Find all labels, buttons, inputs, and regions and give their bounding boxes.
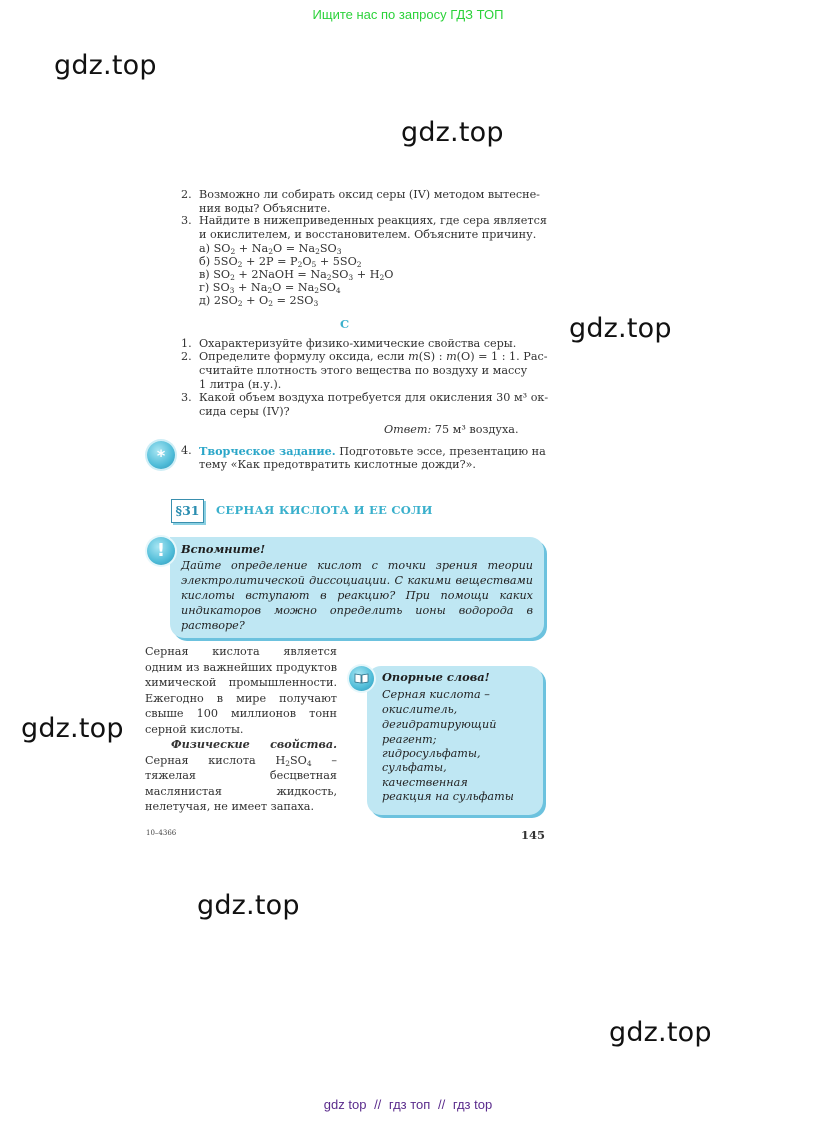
keyword-item: сульфаты, xyxy=(382,761,447,774)
body-text: Серная кислота является одним из важнейших продуктов химической промышленности. Ежегодно в мире получают свыше 100 миллионов тонн серной кислоты. Физические свойства. Серная кислота $H_2SO_4$ – тяжелая бесцветная маслянистая жидкость, нелетучая, не имеет запаха. xyxy=(145,645,337,813)
bottom-links xyxy=(0,1097,816,1112)
reaction-label: г) xyxy=(199,281,210,294)
top-search-link[interactable]: Ищите нас по запросу ГДЗ ТОП xyxy=(312,7,504,22)
star-icon: * xyxy=(147,441,175,469)
body-intro: Серная кислота является одним из важнейших продуктов химической промышленности. Ежегодно в мире получают свыше 100 миллионов тонн серной кислоты. xyxy=(145,645,337,736)
question-text: Охарактеризуйте физико-химические свойства серы. xyxy=(199,337,517,350)
keyword-item: качественная xyxy=(382,776,468,789)
question-text: Найдите в нижеприведенных реакциях, где сера является xyxy=(199,214,547,227)
watermark: gdz.top xyxy=(609,1017,712,1048)
question-text: сида серы (IV)? xyxy=(199,405,290,418)
watermark: gdz.top xyxy=(54,50,157,81)
answer-line xyxy=(384,423,519,436)
question-number: 3. xyxy=(181,214,192,227)
exclamation-icon: ! xyxy=(147,537,175,565)
link-separator: // xyxy=(437,1097,446,1112)
keyword-item: гидросульфаты, xyxy=(382,747,481,760)
question-text-part: (O) = 1 : 1. Рас- xyxy=(456,350,548,363)
question-number: 3. xyxy=(181,391,192,404)
watermark: gdz.top xyxy=(569,313,672,344)
reaction-label: а) xyxy=(199,242,211,255)
reaction-line: д) $2SO_2 + O_2 = 2SO_3$ xyxy=(199,294,319,308)
reaction-line: а) $SO_2 + Na_2O = Na_2SO_3$ xyxy=(199,242,342,256)
watermark: gdz.top xyxy=(197,890,300,921)
keyword-item: Серная кислота – xyxy=(382,688,490,701)
reaction-line: в) $SO_2$ + 2NaOH = $Na_2SO_3 + H_2O$ xyxy=(199,268,394,282)
section-c-heading: C xyxy=(340,317,350,331)
body-text-part: – тяжелая бесцветная маслянистая жидкость, нелетучая, не имеет запаха. xyxy=(145,753,337,813)
question-text: считайте плотность этого вещества по воздуху и массу xyxy=(199,364,528,377)
mass-symbol: m xyxy=(408,350,419,363)
question-text: Какой объем воздуха потребуется для окисления 30 м³ ок- xyxy=(199,391,549,404)
question-text xyxy=(199,444,546,459)
answer-value: 75 м³ воздуха. xyxy=(434,423,519,436)
paragraph-number: §31 xyxy=(171,499,204,523)
keyword-item: реагент; xyxy=(382,733,437,746)
link-separator: // xyxy=(374,1097,382,1112)
keyword-item: дегидратирующий xyxy=(382,718,497,731)
question-text: 1 литра (н.у.). xyxy=(199,378,282,391)
reaction-label: б) xyxy=(199,255,211,268)
book-icon xyxy=(349,666,374,691)
physical-properties-heading: Физические свойства. xyxy=(171,737,337,751)
bottom-link[interactable]: гдз top xyxy=(452,1097,493,1112)
question-text xyxy=(199,350,548,364)
question-text: ния воды? Объясните. xyxy=(199,202,331,215)
creative-task-label: Творческое задание. xyxy=(199,444,336,458)
reaction-label: д) xyxy=(199,294,211,307)
question-number: 4. xyxy=(181,444,192,457)
paragraph-title: СЕРНАЯ КИСЛОТА И ЕЕ СОЛИ xyxy=(216,503,433,517)
mass-symbol: m xyxy=(446,350,457,363)
remember-title: Вспомните! xyxy=(181,542,266,556)
body-text-part: Серная кислота xyxy=(145,753,276,767)
question-number: 2. xyxy=(181,350,192,363)
keyword-item: реакция на сульфаты xyxy=(382,790,514,803)
watermark: gdz.top xyxy=(21,713,124,744)
keywords-title: Опорные слова! xyxy=(382,670,490,684)
reaction-label: в) xyxy=(199,268,210,281)
page-number: 145 xyxy=(521,828,546,842)
question-text-part: Определите формулу оксида, если xyxy=(199,350,409,363)
reaction-line: г) $SO_3 + Na_2O = Na_2SO_4$ xyxy=(199,281,341,295)
bottom-link[interactable]: gdz top xyxy=(323,1097,367,1112)
question-text: тему «Как предотвратить кислотные дожди?». xyxy=(199,458,476,471)
reaction-line: б) $5SO_2 + 2P = P_2O_5 + 5SO_2$ xyxy=(199,255,362,269)
question-number: 1. xyxy=(181,337,192,350)
question-text: и окислителем, и восстановителем. Объясните причину. xyxy=(199,228,537,241)
remember-text: Дайте определение кислот с точки зрения теории электролитической диссоциации. С какими веществами кислоты вступают в реакцию? При помощи каких индикаторов можно определить ионы водорода в растворе? xyxy=(181,559,533,632)
keyword-item: окислитель, xyxy=(382,703,458,716)
question-number: 2. xyxy=(181,188,192,201)
bottom-link[interactable]: гдз топ xyxy=(388,1097,431,1112)
question-text-part: Подготовьте эссе, презентацию на xyxy=(335,445,546,458)
question-text: Возможно ли собирать оксид серы (IV) методом вытесне- xyxy=(199,188,540,201)
print-code: 10–4366 xyxy=(146,829,177,837)
question-text-part: (S) : xyxy=(418,350,447,363)
answer-label: Ответ: xyxy=(384,423,432,436)
watermark: gdz.top xyxy=(401,117,504,148)
